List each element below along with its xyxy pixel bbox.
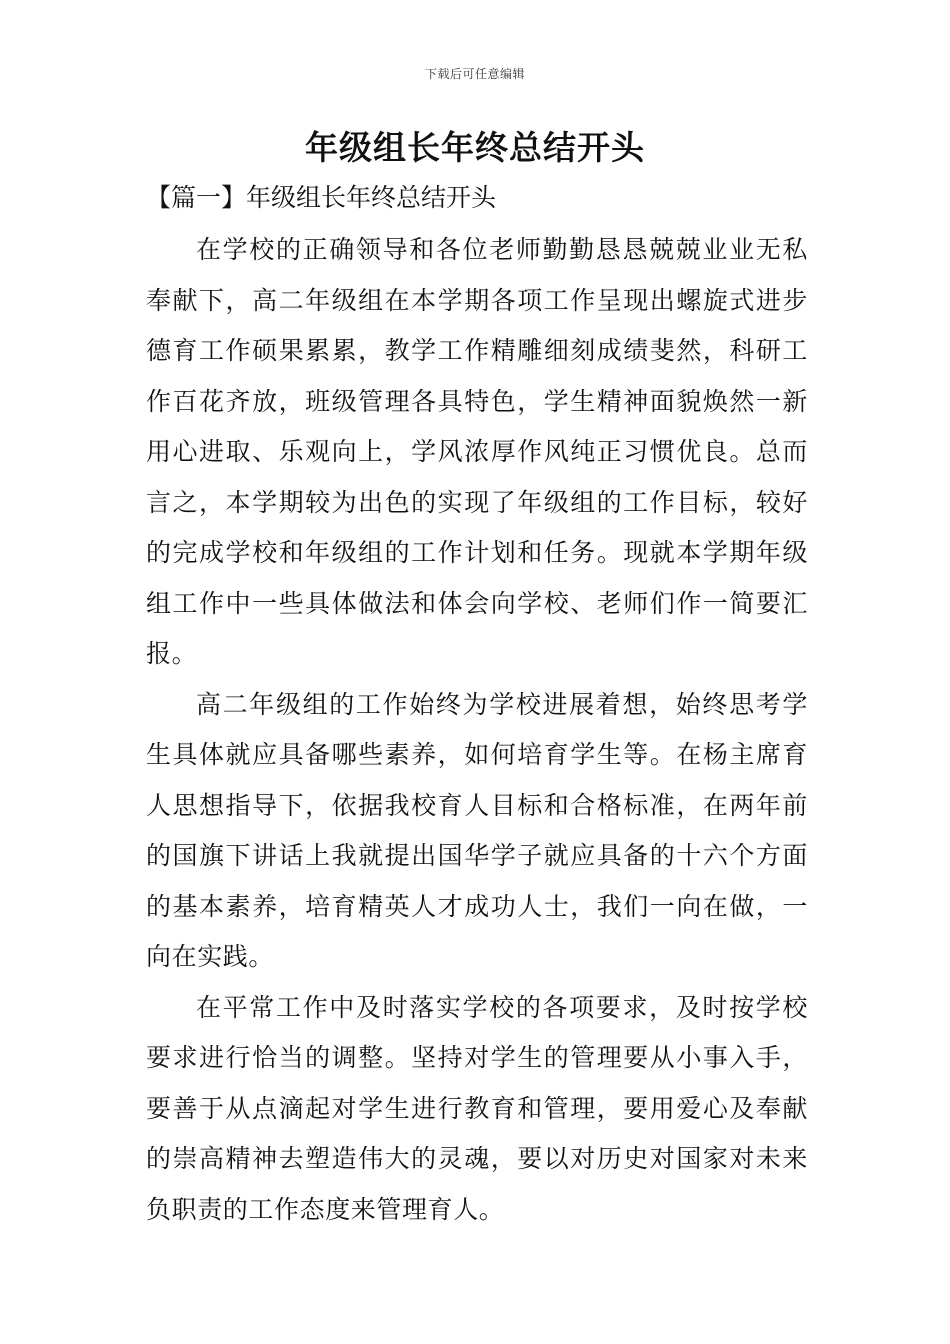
- paragraph-3: 在平常工作中及时落实学校的各项要求，及时按学校要求进行恰当的调整。坚持对学生的管理要从小事入手，要善于从点滴起对学生进行教育和管理，要用爱心及奉献的崇高精神去塑造伟大的灵魂，要以对历史对国家对未来负职责的工作态度来管理育人。: [146, 992, 808, 1224]
- document-title: 年级组长年终总结开头: [305, 128, 645, 167]
- paragraph-2: 高二年级组的工作始终为学校进展着想，始终思考学生具体就应具备哪些素养，如何培育学生等。在杨主席育人思想指导下，依据我校育人目标和合格标准，在两年前的国旗下讲话上我就提出国华学子就应具备的十六个方面的基本素养，培育精英人才成功人士，我们一向在做，一向在实践。: [146, 689, 808, 971]
- header-note: 下载后可任意编辑: [424, 67, 525, 81]
- paragraph-1: 在学校的正确领导和各位老师勤勤恳恳兢兢业业无私奉献下，高二年级组在本学期各项工作呈现出螺旋式进步德育工作硕果累累，教学工作精雕细刻成绩斐然，科研工作百花齐放，班级管理各具特色，学生精神面貌焕然一新用心进取、乐观向上，学风浓厚作风纯正习惯优良。总而言之，本学期较为出色的实现了年级组的工作目标，较好的完成学校和年级组的工作计划和任务。现就本学期年级组工作中一些具体做法和体会向学校、老师们作一简要汇报。: [146, 235, 808, 668]
- section-heading: 【篇一】年级组长年终总结开头: [146, 183, 497, 212]
- document-body: [146, 225, 808, 1235]
